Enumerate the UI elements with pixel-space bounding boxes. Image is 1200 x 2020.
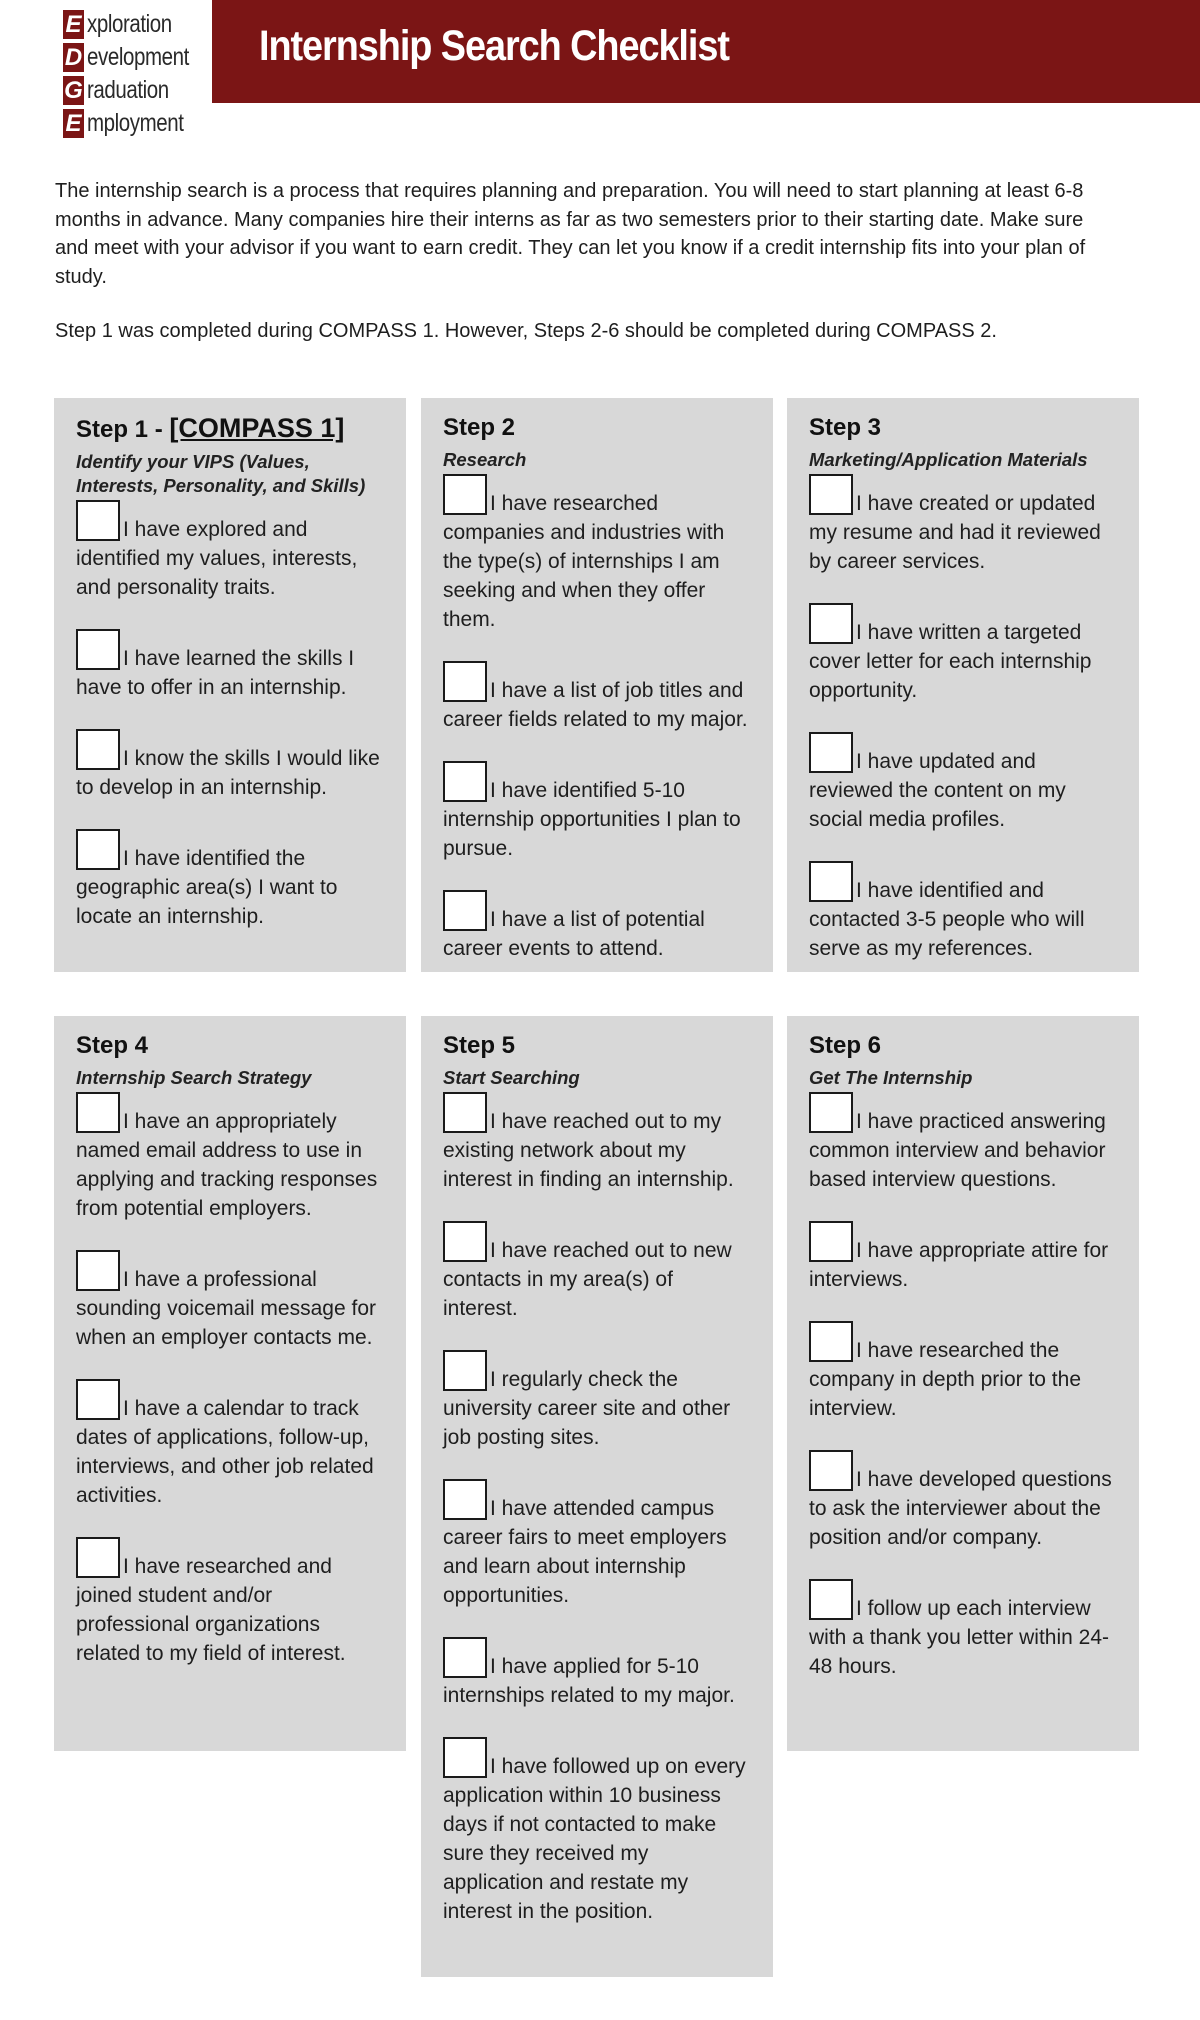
checklist-item bbox=[443, 474, 753, 634]
checkbox[interactable] bbox=[809, 1450, 853, 1491]
compass-tag: [COMPASS 1] bbox=[169, 413, 345, 443]
checklist-item bbox=[443, 1350, 753, 1452]
step-title-separator: - bbox=[148, 416, 170, 443]
checklist-item-text: I have attended campus career fairs to meet employers and learn about internship opportunities. bbox=[443, 1497, 727, 1607]
checklist-item-text: I have updated and reviewed the content on my social media profiles. bbox=[809, 750, 1066, 831]
checklist-item bbox=[443, 1221, 753, 1323]
checkbox[interactable] bbox=[809, 861, 853, 902]
logo-row bbox=[63, 74, 213, 107]
step-title-text: Step 1 bbox=[76, 416, 149, 443]
checklist-item bbox=[76, 629, 386, 702]
checklist-item bbox=[76, 1379, 386, 1510]
logo-letter: E bbox=[63, 109, 84, 138]
intro-paragraph: The internship search is a process that requires planning and preparation. You will need to start planning at least 6-8 months in advance. Many companies hire their interns as far as two semesters prior to their starting date. Make sure and meet with your advisor if you want to earn credit. They can let you know if a credit internship fits into your plan of study. bbox=[55, 180, 1086, 288]
checklist-item bbox=[76, 729, 386, 802]
checklist-item bbox=[76, 500, 386, 602]
logo-letter: E bbox=[63, 10, 84, 39]
checklist-item-text: I have created or updated my resume and had it reviewed by career services. bbox=[809, 492, 1101, 573]
logo-row bbox=[63, 8, 213, 41]
checklist-item-text: I have identified the geographic area(s) I want to locate an internship. bbox=[76, 847, 338, 928]
checkbox[interactable] bbox=[76, 1537, 120, 1578]
checklist-item bbox=[443, 661, 753, 734]
step-title: Step 2 bbox=[443, 414, 516, 441]
step-subtitle: Marketing/Application Materials bbox=[809, 449, 1088, 470]
checklist-item bbox=[76, 1092, 386, 1223]
checklist-item-text: I have reached out to new contacts in my area(s) of interest. bbox=[443, 1239, 732, 1320]
checklist bbox=[76, 1092, 386, 1668]
checklist-item bbox=[809, 1579, 1119, 1681]
logo-row bbox=[63, 107, 213, 140]
checklist-item bbox=[809, 1092, 1119, 1194]
checklist bbox=[443, 474, 753, 963]
checkbox[interactable] bbox=[809, 474, 853, 515]
checkbox[interactable] bbox=[76, 1250, 120, 1291]
checklist-item-text: I have a list of potential career events to attend. bbox=[443, 908, 705, 960]
checklist bbox=[443, 1092, 753, 1926]
step-title: Step 4 bbox=[76, 1032, 149, 1059]
checklist-item bbox=[809, 474, 1119, 576]
page-title: Internship Search Checklist bbox=[259, 22, 729, 70]
checklist-item bbox=[443, 1637, 753, 1710]
checklist-item-text: I have identified 5-10 internship opportunities I plan to pursue. bbox=[443, 779, 741, 860]
checkbox[interactable] bbox=[76, 829, 120, 870]
checkbox[interactable] bbox=[809, 603, 853, 644]
checklist-item-text: I have appropriate attire for interviews. bbox=[809, 1239, 1109, 1291]
step-title bbox=[76, 412, 386, 446]
step-title: Step 6 bbox=[809, 1032, 882, 1059]
checklist-item-text: I have applied for 5-10 internships related to my major. bbox=[443, 1655, 735, 1707]
logo-letter: D bbox=[64, 44, 83, 71]
step-2-card bbox=[421, 398, 773, 972]
logo-word: raduation bbox=[87, 76, 169, 104]
checkbox[interactable] bbox=[443, 1637, 487, 1678]
checkbox[interactable] bbox=[809, 732, 853, 773]
step-5-card bbox=[421, 1016, 773, 1977]
checklist-item bbox=[809, 732, 1119, 834]
checklist-item bbox=[809, 603, 1119, 705]
step-1-card bbox=[54, 398, 406, 972]
checklist-item bbox=[76, 829, 386, 931]
logo-word: mployment bbox=[87, 109, 184, 137]
checkbox[interactable] bbox=[443, 1092, 487, 1133]
checklist-item-text: I have reached out to my existing network about my interest in finding an internship. bbox=[443, 1110, 734, 1191]
step-3-card bbox=[787, 398, 1139, 972]
checklist-item bbox=[809, 861, 1119, 963]
checkbox[interactable] bbox=[443, 1737, 487, 1778]
logo-letter: G bbox=[64, 77, 83, 104]
step-subtitle: Internship Search Strategy bbox=[76, 1067, 312, 1088]
checkbox[interactable] bbox=[809, 1221, 853, 1262]
step-title: Step 3 bbox=[809, 414, 882, 441]
checklist-item-text: I have researched companies and industries with the type(s) of internships I am seeking and when they offer them. bbox=[443, 492, 725, 631]
checklist-item bbox=[809, 1450, 1119, 1552]
step-title: Step 5 bbox=[443, 1032, 516, 1059]
step-subtitle: Get The Internship bbox=[809, 1067, 973, 1088]
logo-word: xploration bbox=[87, 10, 172, 38]
checkbox[interactable] bbox=[76, 629, 120, 670]
checkbox[interactable] bbox=[76, 1092, 120, 1133]
checklist-item-text: I have practiced answering common interview and behavior based interview questions. bbox=[809, 1110, 1106, 1191]
checklist-item-text: I have learned the skills I have to offer in an internship. bbox=[76, 647, 355, 699]
checklist-item-text: I regularly check the university career site and other job posting sites. bbox=[443, 1368, 731, 1449]
edge-logo bbox=[63, 8, 213, 146]
checklist-item-text: I have identified and contacted 3-5 people who will serve as my references. bbox=[809, 879, 1085, 960]
header-banner bbox=[212, 0, 1200, 103]
checklist-item bbox=[809, 1221, 1119, 1294]
logo-word: evelopment bbox=[87, 43, 189, 71]
checklist-item-text: I have explored and identified my values, interests, and personality traits. bbox=[76, 518, 358, 599]
checkbox[interactable] bbox=[443, 761, 487, 802]
checklist bbox=[76, 500, 386, 931]
checkbox[interactable] bbox=[809, 1092, 853, 1133]
checkbox[interactable] bbox=[443, 1350, 487, 1391]
checkbox[interactable] bbox=[443, 890, 487, 931]
checklist-item-text: I have written a targeted cover letter for each internship opportunity. bbox=[809, 621, 1092, 702]
checklist-item-text: I know the skills I would like to develop in an internship. bbox=[76, 747, 380, 799]
checklist-item bbox=[443, 1479, 753, 1610]
intro-paragraph: Step 1 was completed during COMPASS 1. However, Steps 2-6 should be completed during COMPASS 2. bbox=[55, 320, 997, 342]
step-6-card bbox=[787, 1016, 1139, 1751]
checklist-item-text: I have researched and joined student and/or professional organizations related to my field of interest. bbox=[76, 1555, 346, 1665]
checklist-item bbox=[443, 1092, 753, 1194]
checklist bbox=[809, 1092, 1119, 1681]
checklist-item-text: I have researched the company in depth prior to the interview. bbox=[809, 1339, 1081, 1420]
checklist-item-text: I have followed up on every application within 10 business days if not contacted to make sure they received my application and restate my interest in the position. bbox=[443, 1755, 746, 1923]
checklist bbox=[809, 474, 1119, 963]
checklist-item-text: I have a calendar to track dates of applications, follow-up, interviews, and other job related activities. bbox=[76, 1397, 374, 1507]
checklist-item-text: I have a list of job titles and career fields related to my major. bbox=[443, 679, 748, 731]
checklist-item-text: I have a professional sounding voicemail message for when an employer contacts me. bbox=[76, 1268, 376, 1349]
checklist-item-text: I have developed questions to ask the interviewer about the position and/or company. bbox=[809, 1468, 1112, 1549]
checkbox[interactable] bbox=[76, 500, 120, 541]
checklist-item bbox=[443, 761, 753, 863]
checklist-item bbox=[443, 890, 753, 963]
checkbox[interactable] bbox=[809, 1579, 853, 1620]
step-subtitle: Identify your VIPS (Values, Interests, Personality, and Skills) bbox=[76, 451, 366, 496]
checkbox[interactable] bbox=[76, 1379, 120, 1420]
checklist-item bbox=[443, 1737, 753, 1926]
step-4-card bbox=[54, 1016, 406, 1751]
checkbox[interactable] bbox=[443, 1479, 487, 1520]
checklist-item bbox=[809, 1321, 1119, 1423]
checkbox[interactable] bbox=[443, 1221, 487, 1262]
checkbox[interactable] bbox=[809, 1321, 853, 1362]
checkbox[interactable] bbox=[76, 729, 120, 770]
logo-row bbox=[63, 41, 213, 74]
checkbox[interactable] bbox=[443, 661, 487, 702]
checklist-item-text: I have an appropriately named email address to use in applying and tracking responses from potential employers. bbox=[76, 1110, 378, 1220]
checklist-item bbox=[76, 1250, 386, 1352]
checklist-item bbox=[76, 1537, 386, 1668]
checklist-item-text: I follow up each interview with a thank you letter within 24-48 hours. bbox=[809, 1597, 1109, 1678]
step-subtitle: Research bbox=[443, 449, 527, 470]
intro-section bbox=[55, 177, 1115, 372]
checkbox[interactable] bbox=[443, 474, 487, 515]
step-subtitle: Start Searching bbox=[443, 1067, 580, 1088]
